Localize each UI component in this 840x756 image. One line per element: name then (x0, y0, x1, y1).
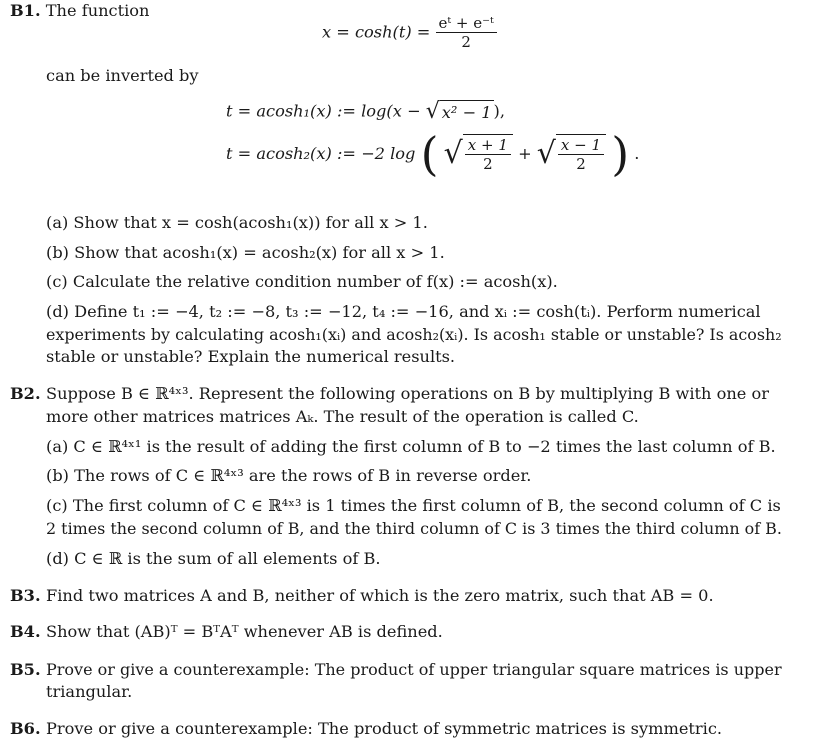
square-root (444, 134, 513, 174)
b2-line1: Suppose B ∈ ℝ⁴ˣ³. Represent the following operations on B by multiplying B with one or (46, 384, 769, 403)
fraction (436, 14, 497, 51)
display-equation-cosh (322, 14, 497, 51)
subproblem-b1-a: (a) Show that x = cosh(acosh₁(x)) for all x > 1. (46, 213, 428, 232)
equation-lhs: t = acosh₁(x) := log(x − (226, 101, 421, 121)
b2-line2: more other matrices matrices Aₖ. The result of the operation is called C. (46, 407, 639, 426)
problem-number: B4. (10, 622, 41, 641)
problem-number: B5. (10, 660, 41, 679)
problem-b1-header (10, 0, 149, 22)
radical-icon: √ (443, 136, 463, 171)
plus-sign: + (518, 144, 532, 163)
subproblem-b1-c: (c) Calculate the relative condition number of f(x) := acosh(x). (46, 272, 558, 291)
fraction-denominator: 2 (483, 155, 493, 173)
problem-number: B6. (10, 719, 41, 738)
b3-text: Find two matrices A and B, neither of which is the zero matrix, such that AB = 0. (46, 586, 714, 605)
subproblem-b1-d-line3: stable or unstable? Explain the numerical results. (46, 347, 456, 366)
equation-tail: . (634, 144, 640, 163)
right-paren-icon: ) (611, 127, 630, 181)
radical-icon: √ (536, 136, 556, 171)
radical-icon: √ (425, 99, 440, 124)
fraction-numerator: eᵗ + e⁻ᵗ (436, 14, 497, 33)
problem-number-b4 (10, 621, 41, 643)
radicand: x² − 1 (440, 100, 494, 124)
b5-line1: Prove or give a counterexample: The product of upper triangular square matrices is upper (46, 660, 782, 679)
fraction-denominator: 2 (576, 155, 586, 173)
equation-tail: ), (493, 101, 505, 121)
subproblem-b1-b: (b) Show that acosh₁(x) = acosh₂(x) for all x > 1. (46, 243, 445, 262)
equation-lhs: t = acosh₂(x) := −2 log (226, 144, 416, 163)
square-root (426, 100, 494, 124)
problem-number-b2 (10, 383, 41, 405)
subproblem-b2-c-line2: 2 times the second column of B, and the third column of C is 3 times the third column of B. (46, 519, 782, 538)
equation-acosh2 (226, 127, 640, 181)
problem-number-b3 (10, 585, 41, 607)
subproblem-b1-d-line1: (d) Define t₁ := −4, t₂ := −8, t₃ := −12, t₄ := −16, and xᵢ := cosh(tᵢ). Perform numerical (46, 302, 761, 321)
square-root (537, 134, 606, 174)
subproblem-b2-d: (d) C ∈ ℝ is the sum of all elements of B. (46, 549, 381, 568)
subproblem-b2-b: (b) The rows of C ∈ ℝ⁴ˣ³ are the rows of B in reverse order. (46, 466, 532, 485)
problem-number-b5 (10, 659, 41, 681)
left-paren-icon: ( (420, 127, 439, 181)
problem-number: B3. (10, 586, 41, 605)
fraction-numerator: x + 1 (465, 136, 511, 155)
inverted-text: can be inverted by (46, 66, 199, 85)
b6-text: Prove or give a counterexample: The product of symmetric matrices is symmetric. (46, 719, 723, 738)
b4-text: Show that (AB)ᵀ = BᵀAᵀ whenever AB is defined. (46, 622, 443, 641)
fraction (465, 136, 511, 173)
b5-line2: triangular. (46, 682, 133, 701)
equation-acosh1 (226, 100, 505, 124)
problem-number-b6 (10, 718, 41, 740)
fraction-numerator: x − 1 (558, 136, 604, 155)
equation-lhs: x = cosh(t) = (322, 22, 431, 42)
subproblem-b2-c-line1: (c) The first column of C ∈ ℝ⁴ˣ³ is 1 times the first column of B, the second column of C is (46, 496, 781, 515)
fraction-denominator: 2 (461, 33, 471, 51)
subproblem-b1-d-line2: experiments by calculating acosh₁(xᵢ) and acosh₂(xᵢ). Is acosh₁ stable or unstable? Is acosh₂ (46, 325, 782, 344)
problem-number: B2. (10, 384, 41, 403)
problem-intro: The function (45, 1, 150, 20)
problem-number: B1. (10, 1, 41, 20)
subproblem-b2-a: (a) C ∈ ℝ⁴ˣ¹ is the result of adding the first column of B to −2 times the last column of B. (46, 437, 776, 456)
fraction (558, 136, 604, 173)
